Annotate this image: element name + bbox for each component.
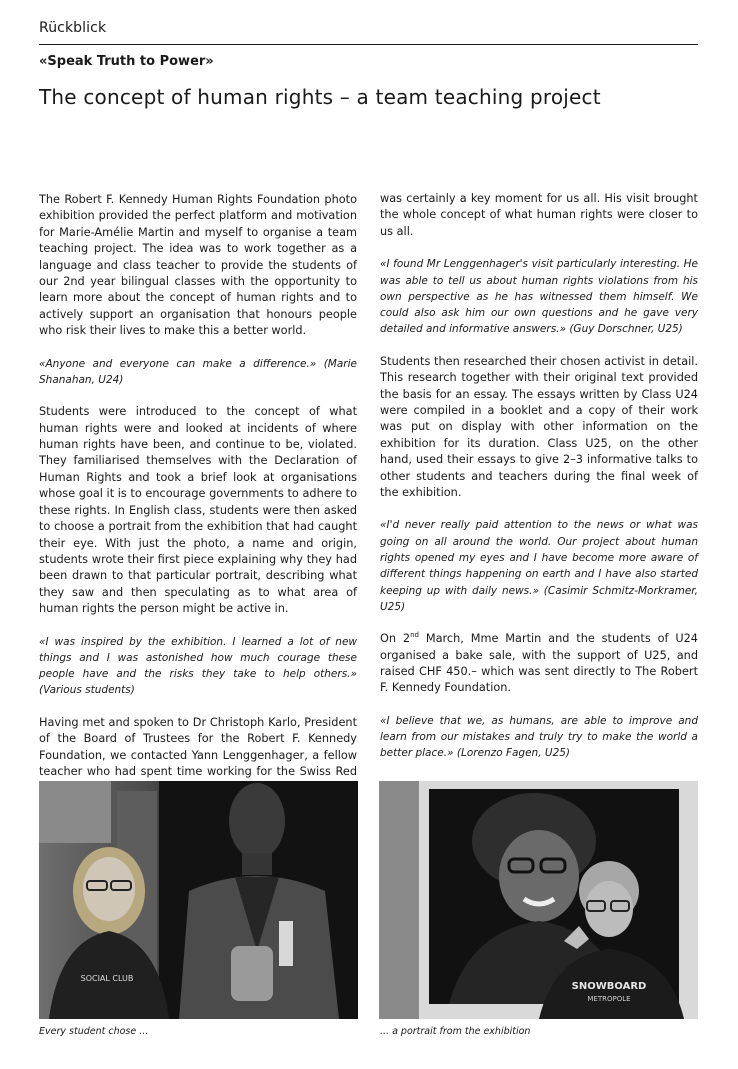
photo-student-portrait-right xyxy=(379,781,698,1019)
shirt-print: SNOWBOARD xyxy=(571,981,647,992)
section-label: Rückblick xyxy=(39,20,107,36)
paragraph: Students then researched their chosen activist in detail. This research together with their original text provided the basis for an essay. The essays written by Class U24 were compiled in a booklet and a copy of their work was put on display with other information on the exhibition for its duration. Class U25, on the other hand, used their essays to give 2–3 informative talks to other students and teachers during the final week of the exhibition. xyxy=(380,354,698,499)
paragraph: On 2nd March, Mme Martin and the students of U24 organised a bake sale, with the support of U25, and raised CHF 450.– which was sent directly to The Robert F. Kennedy Foundation. xyxy=(380,631,698,695)
shirt-print: SOCIAL CLUB xyxy=(80,974,134,983)
paragraph: was certainly a key moment for us all. His visit brought the whole concept of what human rights were closer to us all. xyxy=(380,192,698,238)
photo-caption-right: ... a portrait from the exhibition xyxy=(380,1026,531,1037)
student-quote: «I found Mr Lenggenhager's visit particularly interesting. He was able to tell us about human rights violations from his own perspective as he has witnessed them himself. We could also ask him our own questions and he gave very detailed and informative answers.» (Guy Dorschner, U25) xyxy=(380,258,698,336)
photo-caption-left: Every student chose ... xyxy=(39,1026,149,1037)
right-column xyxy=(380,191,698,810)
paragraph: The Robert F. Kennedy Human Rights Foundation photo exhibition provided the perfect platform and motivation for Marie-Amélie Martin and myself to organise a team teaching project. The idea was to work together as a language and class teacher to provide the students of our 2nd year bilingual classes with the opportunity to learn more about the concept of human rights and to actively support an organisation that honours people who risk their lives to make this a better world. xyxy=(39,193,357,338)
left-column xyxy=(39,192,357,813)
header-rule xyxy=(39,44,698,45)
student-quote: «I believe that we, as humans, are able to improve and learn from our mistakes and truly try to make the world a better place.» (Lorenzo Fagen, U25) xyxy=(380,714,698,760)
paragraph: Students were introduced to the concept of what human rights were and looked at incidents of where human rights have been, and continue to be, violated. They familiarised themselves with the Declaration of Human Rights and took a brief look at organisations whose goal it is to encourage governments to adhere to these rights. In English class, students were then asked to choose a portrait from the exhibition that had caught their eye. With just the photo, a name and origin, students wrote their first piece explaining why they had been drawn to that particular portrait, describing what they saw and then speculating as to what area of human rights the person might be active in. xyxy=(39,405,357,616)
shirt-print-sub: METROPOLE xyxy=(587,995,631,1003)
student-quote: «I'd never really paid attention to the news or what was going on all around the world. Our project about human rights opened my eyes and I have become more aware of different things happening on earth and I have also started keeping up with daily news.» (Casimir Schmitz-Morkramer, U25) xyxy=(380,519,698,613)
article-title: The concept of human rights – a team teaching project xyxy=(39,85,601,109)
student-quote: «I was inspired by the exhibition. I learned a lot of new things and I was astonished how much courage these people have and the risks they take to help others.» (Various students) xyxy=(39,635,357,697)
kicker: «Speak Truth to Power» xyxy=(39,54,214,69)
photo-student-portrait-left xyxy=(39,781,358,1019)
student-quote: «Anyone and everyone can make a difference.» (Marie Shanahan, U24) xyxy=(39,357,357,386)
paragraph: Having met and spoken to Dr Christoph Karlo, President of the Board of Trustees for the Robert F. Kennedy Foundation, we contacted Yann Lenggenhager, a fellow teacher who had spent time working for the Swiss Red xyxy=(39,715,357,778)
